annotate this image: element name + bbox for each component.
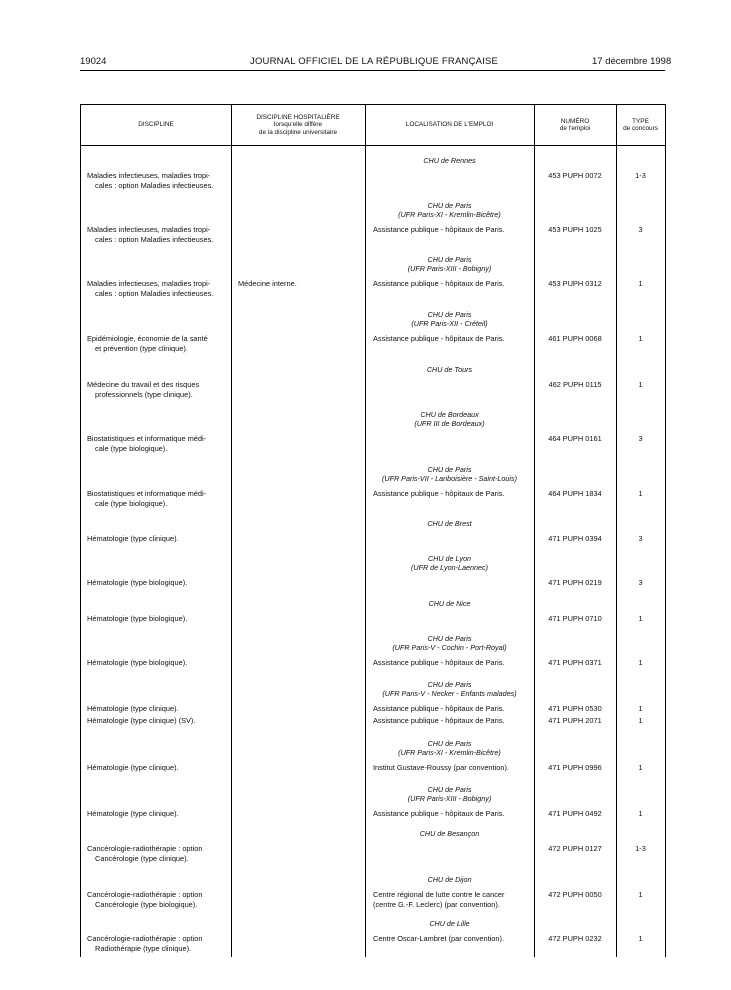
competition-type: 1-3: [635, 844, 646, 853]
competition-type: 1: [638, 380, 643, 389]
discipline-text: Maladies infectieuses, maladies tropi-: [87, 171, 211, 180]
discipline-text: Hématologie (type clinique).: [87, 534, 179, 543]
competition-type: 1: [638, 763, 643, 772]
discipline-text: cales : option Maladies infectieuses.: [95, 235, 214, 244]
discipline-text: Hématologie (type biologique).: [87, 658, 188, 667]
site-heading: CHU de Besançon: [419, 829, 480, 838]
discipline-text: Cancérologie-radiothérapie : option: [87, 934, 203, 943]
site-subheading: (UFR de Lyon-Laennec): [411, 563, 488, 572]
header-hosp-line: lorsqu'elle diffère: [274, 121, 322, 129]
discipline-text: Biostatistiques et informatique médi-: [87, 489, 207, 498]
discipline-text: Cancérologie (type clinique).: [95, 854, 189, 863]
job-number: 472 PUPH 0050: [548, 890, 602, 899]
localisation-text: Assistance publique - hôpitaux de Paris.: [373, 334, 505, 343]
site-subheading: (UFR III de Bordeaux): [414, 419, 485, 428]
site-heading: CHU de Dijon: [427, 875, 472, 884]
discipline-text: Biostatistiques et informatique médi-: [87, 434, 207, 443]
competition-type: 1-3: [635, 171, 646, 180]
job-number: 471 PUPH 0492: [548, 809, 602, 818]
discipline-text: professionnels (type clinique).: [95, 390, 193, 399]
header-discipline: [81, 105, 231, 145]
publication-date: 17 décembre 1998: [592, 56, 672, 67]
discipline-text: Hématologie (type clinique).: [87, 763, 179, 772]
header-discipline-label: DISCIPLINE: [138, 121, 174, 129]
site-heading: CHU de Nice: [428, 599, 471, 608]
discipline-text: cales : option Maladies infectieuses.: [95, 181, 214, 190]
header-hosp-line: DISCIPLINE HOSPITALIÈRE: [256, 113, 340, 121]
localisation-text: Assistance publique - hôpitaux de Paris.: [373, 809, 505, 818]
site-subheading: (UFR Paris-V - Cochin - Port-Royal): [392, 643, 507, 652]
site-subheading: (UFR Paris-XI - Kremlin-Bicêtre): [398, 210, 501, 219]
header-type: [616, 105, 665, 145]
competition-type: 1: [638, 658, 643, 667]
discipline-text: Cancérologie (type biologique).: [95, 900, 198, 909]
site-heading: CHU de Paris: [427, 255, 472, 264]
competition-type: 1: [638, 334, 643, 343]
site-subheading: (UFR Paris-V - Necker - Enfants malades): [382, 689, 517, 698]
discipline-text: Epidémiologie, économie de la santé: [87, 334, 208, 343]
job-number: 471 PUPH 0530: [548, 704, 602, 713]
localisation-text: Centre Oscar-Lambret (par convention).: [373, 934, 505, 943]
job-number: 471 PUPH 0710: [548, 614, 602, 623]
site-heading: CHU de Rennes: [423, 156, 476, 165]
site-heading: CHU de Paris: [427, 785, 472, 794]
job-number: 453 PUPH 1025: [548, 225, 602, 234]
discipline-text: Médecine du travail et des risques: [87, 380, 200, 389]
discipline-text: Hématologie (type biologique).: [87, 578, 188, 587]
job-number: 471 PUPH 0371: [548, 658, 602, 667]
job-number: 471 PUPH 2071: [548, 716, 602, 725]
header-rule: [80, 70, 665, 71]
page-number: 19024: [80, 56, 107, 67]
discipline-text: Hématologie (type clinique) (SV).: [87, 716, 196, 725]
discipline-text: Hématologie (type clinique).: [87, 809, 179, 818]
header-numero-line: NUMÉRO: [560, 117, 590, 125]
site-heading: CHU de Lille: [429, 919, 470, 928]
discipline-text: Maladies infectieuses, maladies tropi-: [87, 279, 211, 288]
localisation-text: (centre G.-F. Leclerc) (par convention).: [373, 900, 500, 909]
discipline-text: Hématologie (type clinique).: [87, 704, 179, 713]
site-heading: CHU de Paris: [427, 310, 472, 319]
competition-type: 3: [638, 434, 643, 443]
job-number: 462 PUPH 0115: [548, 380, 602, 389]
job-number: 472 PUPH 0127: [548, 844, 602, 853]
discipline-text: cale (type biologique).: [95, 499, 168, 508]
site-subheading: (UFR Paris-XIII - Bobigny): [407, 264, 492, 273]
site-heading: CHU de Paris: [427, 680, 472, 689]
job-number: 453 PUPH 0312: [548, 279, 602, 288]
job-number: 464 PUPH 1834: [548, 489, 602, 498]
competition-type: 1: [638, 614, 643, 623]
localisation-text: Assistance publique - hôpitaux de Paris.: [373, 716, 505, 725]
site-heading: CHU de Paris: [427, 739, 472, 748]
competition-type: 1: [638, 489, 643, 498]
site-heading: CHU de Lyon: [427, 554, 472, 563]
competition-type: 1: [638, 704, 643, 713]
header-type-line: de concours: [623, 125, 658, 132]
localisation-text: Assistance publique - hôpitaux de Paris.: [373, 704, 505, 713]
site-subheading: (UFR Paris-XII - Créteil): [411, 319, 488, 328]
discipline-text: Maladies infectieuses, maladies tropi-: [87, 225, 211, 234]
job-number: 461 PUPH 0068: [548, 334, 602, 343]
header-type-line: TYPE: [632, 117, 649, 125]
localisation-text: Institut Gustave-Roussy (par convention).: [373, 763, 509, 772]
competition-type: 1: [638, 716, 643, 725]
localisation-text: Assistance publique - hôpitaux de Paris.: [373, 658, 505, 667]
discipline-text: Cancérologie-radiothérapie : option: [87, 844, 203, 853]
localisation-text: Assistance publique - hôpitaux de Paris.: [373, 279, 505, 288]
site-heading: CHU de Paris: [427, 201, 472, 210]
header-hosp-line: de la discipline universitaire: [258, 128, 338, 136]
localisation-text: Centre régional de lutte contre le cancer: [373, 890, 505, 899]
site-heading: CHU de Paris: [427, 634, 472, 643]
discipline-text: et prévention (type clinique).: [95, 344, 188, 353]
localisation-text: Assistance publique - hôpitaux de Paris.: [373, 489, 505, 498]
localisation-text: Assistance publique - hôpitaux de Paris.: [373, 225, 505, 234]
job-number: 472 PUPH 0232: [548, 934, 602, 943]
competition-type: 1: [638, 934, 643, 943]
job-number: 471 PUPH 0219: [548, 578, 602, 587]
journal-title: JOURNAL OFFICIEL DE LA RÉPUBLIQUE FRANÇAISE: [250, 56, 499, 67]
competition-type: 1: [638, 809, 643, 818]
discipline-text: Radiothérapie (type clinique).: [95, 944, 192, 953]
header-localisation-label: LOCALISATION DE L'EMPLOI: [405, 121, 494, 129]
competition-type: 1: [638, 890, 643, 899]
discipline-text: cale (type biologique).: [95, 444, 168, 453]
site-heading: CHU de Bordeaux: [420, 410, 479, 419]
site-subheading: (UFR Paris-VII - Lariboisière - Saint-Louis): [381, 474, 517, 483]
job-number: 453 PUPH 0072: [548, 171, 602, 180]
job-number: 471 PUPH 0996: [548, 763, 602, 772]
job-number: 464 PUPH 0161: [548, 434, 602, 443]
header-localisation: [365, 105, 534, 145]
site-subheading: (UFR Paris-XI - Kremlin-Bicêtre): [398, 748, 501, 757]
column-divider: [231, 105, 232, 957]
site-heading: CHU de Tours: [426, 365, 473, 374]
discipline-text: Hématologie (type biologique).: [87, 614, 188, 623]
job-number: 471 PUPH 0394: [548, 534, 602, 543]
appointments-table: [80, 104, 666, 957]
competition-type: 3: [638, 534, 643, 543]
competition-type: 3: [638, 578, 643, 587]
competition-type: 1: [638, 279, 643, 288]
hospital-discipline: Médecine interne.: [238, 279, 297, 288]
discipline-text: cales : option Maladies infectieuses.: [95, 289, 214, 298]
site-heading: CHU de Paris: [427, 465, 472, 474]
header-numero: [534, 105, 616, 145]
header-numero-line: de l'emploi: [559, 125, 591, 132]
site-heading: CHU de Brest: [427, 519, 472, 528]
header-discipline-hospitaliere: [231, 105, 365, 145]
competition-type: 3: [638, 225, 643, 234]
discipline-text: Cancérologie-radiothérapie : option: [87, 890, 203, 899]
site-subheading: (UFR Paris-XIII - Bobigny): [407, 794, 492, 803]
